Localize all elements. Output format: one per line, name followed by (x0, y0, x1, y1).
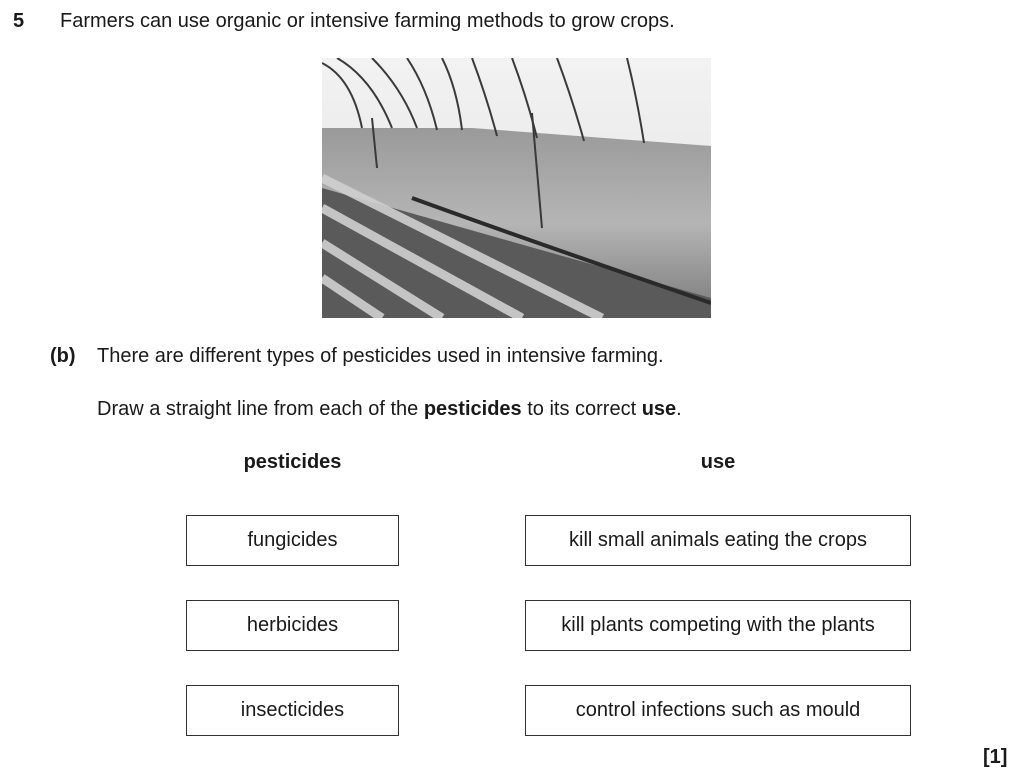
instruction (97, 397, 682, 421)
instruction-bold-use: use (641, 398, 677, 420)
pesticide-box-insecticides[interactable]: insecticides (186, 685, 399, 736)
pesticides-heading: pesticides (243, 451, 342, 473)
use-box-control-infections[interactable]: control infections such as mould (525, 685, 911, 736)
pesticide-box-fungicides[interactable]: fungicides (186, 515, 399, 566)
part-label: (b) (50, 345, 76, 367)
instruction-bold-pesticides: pesticides (423, 398, 522, 420)
question-number: 5 (13, 10, 25, 32)
polytunnel-crops-photo (322, 58, 711, 318)
use-heading: use (700, 451, 736, 473)
marks: [1] (983, 746, 1008, 768)
pesticide-box-herbicides[interactable]: herbicides (186, 600, 399, 651)
instruction-text: Draw a straight line from each of the (97, 398, 424, 420)
use-box-kill-plants[interactable]: kill plants competing with the plants (525, 600, 911, 651)
instruction-text: . (676, 398, 682, 420)
part-intro: There are different types of pesticides used in intensive farming. (97, 345, 664, 367)
instruction-text: to its correct (521, 398, 642, 420)
use-box-kill-animals[interactable]: kill small animals eating the crops (525, 515, 911, 566)
question-stem: Farmers can use organic or intensive farming methods to grow crops. (60, 10, 675, 32)
